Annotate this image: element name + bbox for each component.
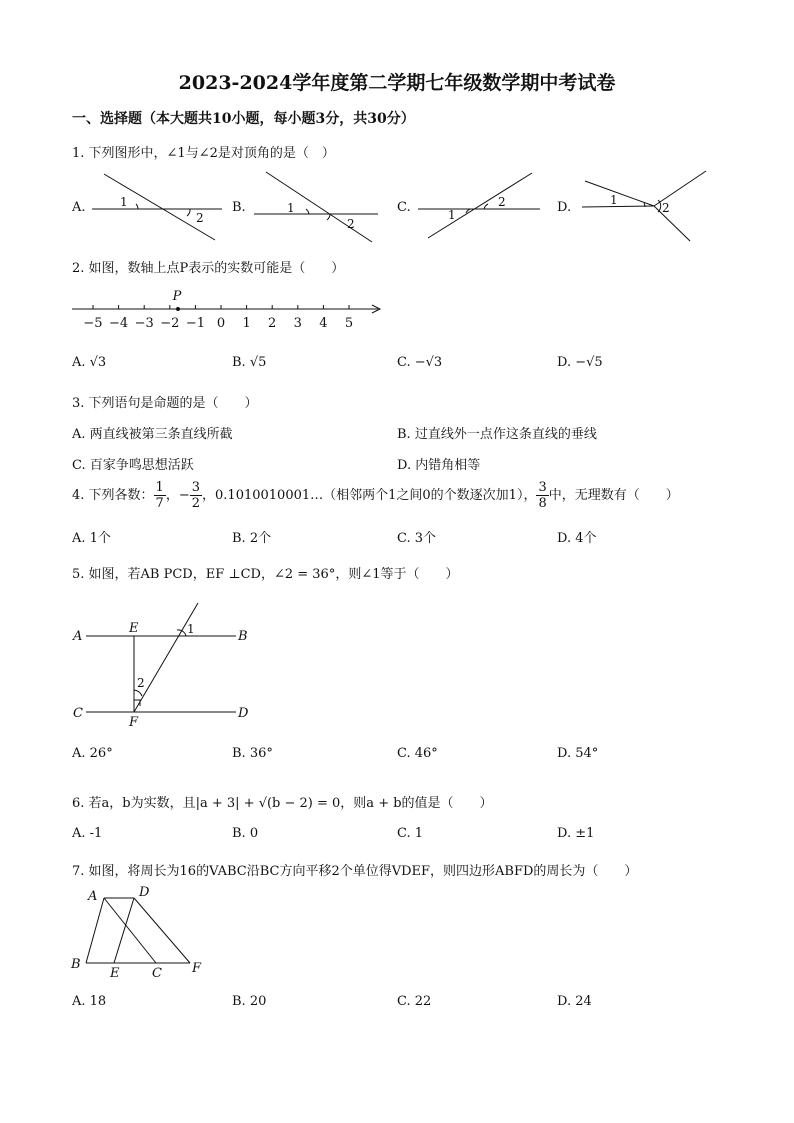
q7-option-b: B. 20 <box>232 994 267 1009</box>
q2-tick-label: −4 <box>109 316 129 331</box>
q3-option-b: B. 过直线外一点作这条直线的垂线 <box>397 427 597 442</box>
q5-label-e: E <box>129 621 139 636</box>
q2-option-b: B. √5 <box>232 355 267 370</box>
page-title: 2023-2024学年度第二学期七年级数学期中考试卷 <box>178 72 616 94</box>
q4-prefix: 4. 下列各数： <box>72 488 154 503</box>
q5-option-d: D. 54° <box>557 746 599 761</box>
q4-option-c: C. 3个 <box>397 531 437 546</box>
q5-option-b: B. 36° <box>232 746 273 761</box>
q1-option-b: B. <box>232 200 246 215</box>
q5-option-a: A. 26° <box>72 746 113 761</box>
question-2-stem: 2. 如图，数轴上点P表示的实数可能是（ ） <box>72 261 345 276</box>
q4-option-a: A. 1个 <box>72 531 111 546</box>
q2-point-label: P <box>172 289 182 304</box>
question-6-stem: 6. 若a，b为实数，且|a + 3| + √(b − 2) = 0，则a + b的值是（ ） <box>72 796 493 811</box>
q2-option-a: A. √3 <box>72 355 107 370</box>
q4-f2-num: 3 <box>191 480 201 495</box>
q2-tick-label: −3 <box>134 316 154 331</box>
q1d-angle-1: 1 <box>610 193 618 207</box>
q4-option-d: D. 4个 <box>557 531 597 546</box>
question-1-stem: 1. 下列图形中，∠1与∠2是对顶角的是（ ） <box>72 146 335 161</box>
q2-tick-label: 1 <box>242 316 251 331</box>
q4-f1-den: 7 <box>155 496 164 511</box>
q4-f2-den: 2 <box>191 496 201 511</box>
q7-label-e: E <box>110 966 120 981</box>
q5-angle-2: 2 <box>137 676 145 690</box>
q5-label-a: A <box>73 629 83 644</box>
q3-option-a: A. 两直线被第三条直线所截 <box>72 427 233 442</box>
q4-f1-num: 1 <box>155 480 164 495</box>
q1c-angle-2: 2 <box>498 195 506 209</box>
q2-tick-label: −5 <box>83 316 103 331</box>
q7-option-c: C. 22 <box>397 994 432 1009</box>
q1-option-d: D. <box>557 200 572 215</box>
q1c-angle-1: 1 <box>448 208 456 222</box>
q7-label-b: B <box>71 957 81 972</box>
q4-f3-den: 8 <box>538 496 547 511</box>
question-3-stem: 3. 下列语句是命题的是（ ） <box>72 396 258 411</box>
q3-option-d: D. 内错角相等 <box>397 458 481 473</box>
q6-option-d: D. ±1 <box>557 826 595 841</box>
q2-option-c: C. −√3 <box>397 355 443 370</box>
q2-option-d: D. −√5 <box>557 355 603 370</box>
q2-tick-label: −2 <box>160 316 180 331</box>
q6-option-a: A. -1 <box>72 826 103 841</box>
q5-label-c: C <box>73 706 83 721</box>
q5-label-b: B <box>238 629 248 644</box>
q2-tick-label: 3 <box>293 316 302 331</box>
q7-label-f: F <box>192 961 202 976</box>
q4-suffix: 中，无理数有（ ） <box>548 488 679 503</box>
q1d-angle-2: 2 <box>662 201 670 215</box>
q4-option-b: B. 2个 <box>232 531 272 546</box>
question-5-stem: 5. 如图，若AB PCD，EF ⊥CD，∠2 = 36°，则∠1等于（ ） <box>72 567 459 582</box>
q1b-angle-2: 2 <box>347 217 355 231</box>
q1-option-c: C. <box>397 200 411 215</box>
q5-label-f: F <box>129 715 139 730</box>
q2-tick-label: 0 <box>216 316 226 331</box>
q7-label-c: C <box>152 966 162 981</box>
q1a-angle-1: 1 <box>120 195 128 209</box>
q7-option-a: A. 18 <box>72 994 107 1009</box>
q5-option-c: C. 46° <box>397 746 438 761</box>
q2-tick-label: −1 <box>185 316 205 331</box>
q3-option-c: C. 百家争鸣思想活跃 <box>72 458 194 473</box>
q1a-angle-2: 2 <box>196 211 204 225</box>
q5-angle-1: 1 <box>187 622 195 636</box>
q2-tick-label: 4 <box>319 316 328 331</box>
q1b-angle-1: 1 <box>287 201 295 215</box>
question-7-stem: 7. 如图，将周长为16的VABC沿BC方向平移2个单位得VDEF，则四边形ABFD的周长为（ ） <box>72 864 638 879</box>
q7-label-a: A <box>88 889 98 904</box>
q2-tick-label: 2 <box>268 316 277 331</box>
q7-label-d: D <box>139 885 150 900</box>
q4-f3-num: 3 <box>538 480 547 495</box>
q6-option-b: B. 0 <box>232 826 259 841</box>
q5-label-d: D <box>238 706 249 721</box>
section-heading: 一、选择题（本大题共10小题，每小题3分，共30分） <box>72 111 415 127</box>
q2-tick-label: 5 <box>344 316 354 331</box>
q4-sep: ，− <box>165 488 190 503</box>
q1-option-a: A. <box>72 200 86 215</box>
q4-middle: ，0.1010010001…（相邻两个1之间0的个数逐次加1）， <box>202 488 537 503</box>
q7-option-d: D. 24 <box>557 994 592 1009</box>
q6-option-c: C. 1 <box>397 826 424 841</box>
